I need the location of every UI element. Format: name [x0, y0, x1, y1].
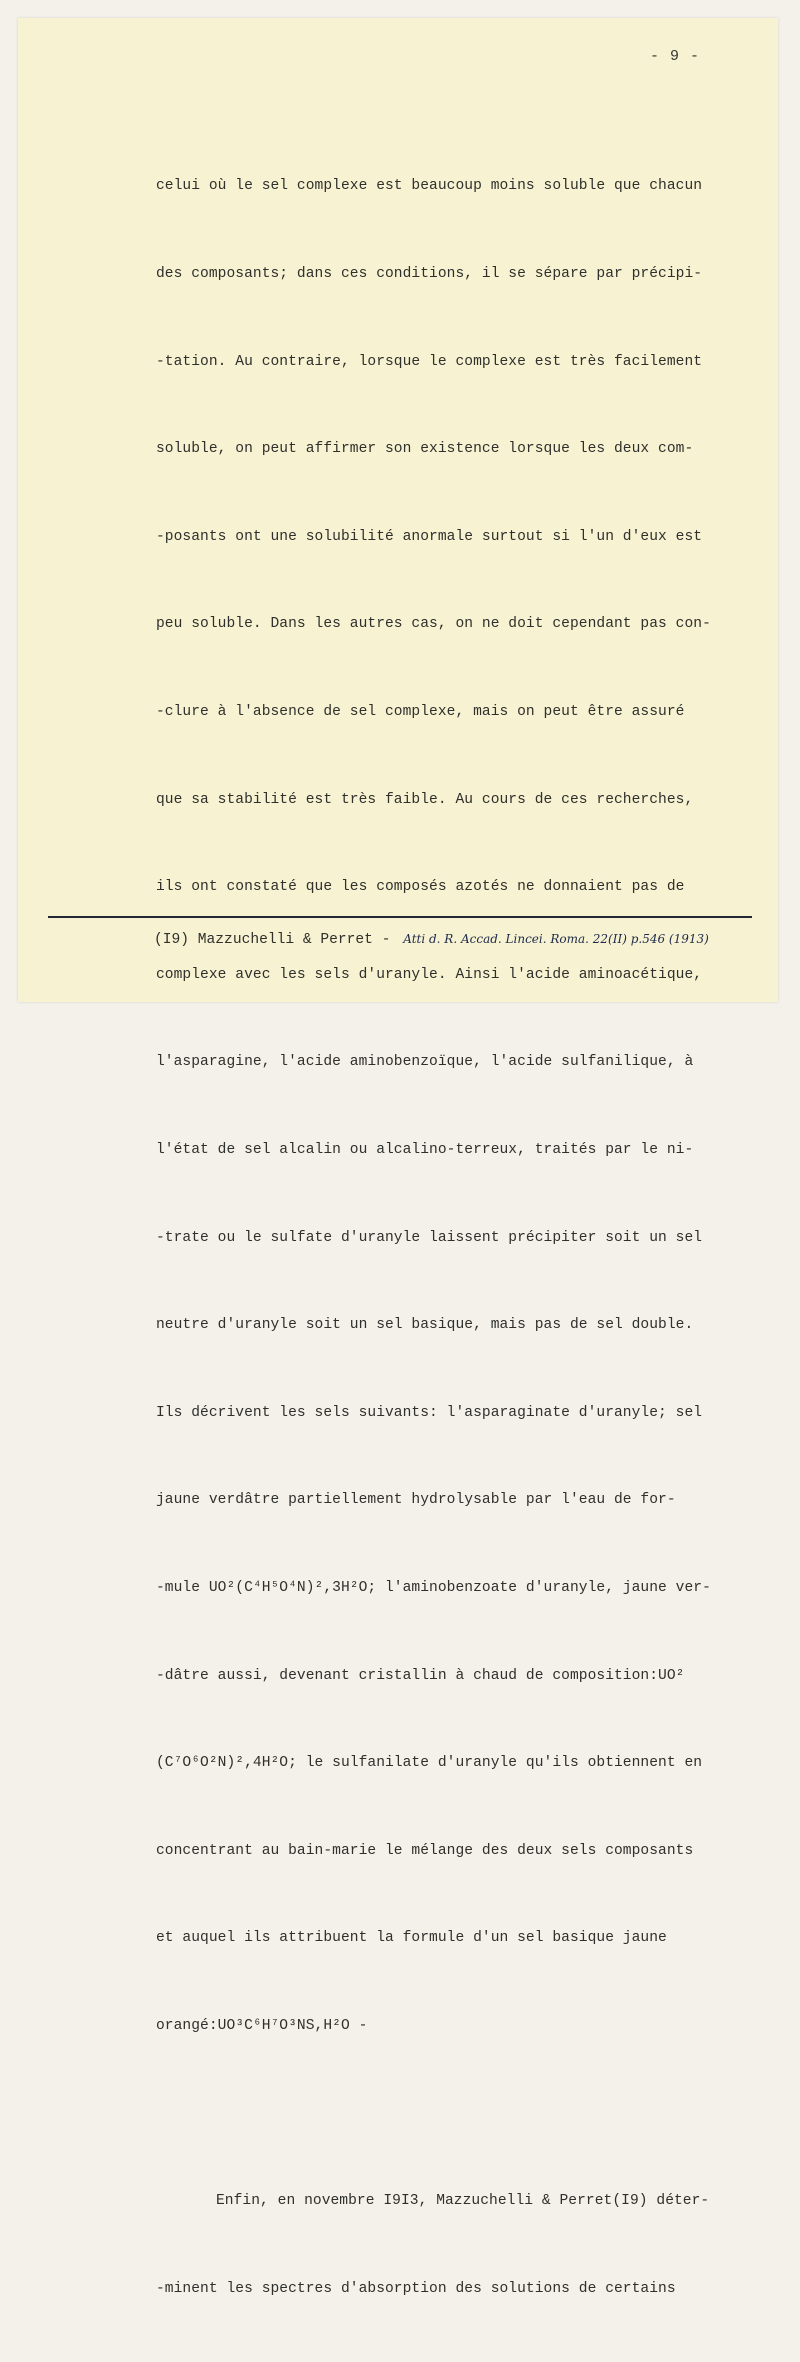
text-line: -tation. Au contraire, lorsque le complexe est très facilement [156, 353, 703, 370]
body-text [156, 114, 746, 2362]
text-line: -posants ont une solubilité anormale surtout si l'un d'eux est [156, 528, 703, 545]
text-line: peu soluble. Dans les autres cas, on ne doit cependant pas con- [156, 616, 711, 633]
text-line: et auquel ils attribuent la formule d'un sel basique jaune [156, 1930, 667, 1947]
text-line: orangé:UO³C⁶H⁷O³NS,H²O - [156, 2017, 368, 2034]
text-line: soluble, on peut affirmer son existence lorsque les deux com- [156, 441, 694, 458]
footnote-typed: (I9) Mazzuchelli & Perret - [154, 932, 391, 948]
text-line: (C⁷O⁶O²N)²,4H²O; le sulfanilate d'uranyle qu'ils obtiennent en [156, 1755, 703, 1772]
text-line: -trate ou le sulfate d'uranyle laissent précipiter soit un sel [156, 1229, 703, 1246]
text-line: des composants; dans ces conditions, il se sépare par précipi- [156, 266, 703, 282]
text-line: -clure à l'absence de sel complexe, mais on peut être assuré [156, 703, 685, 720]
text-line: -dâtre aussi, devenant cristallin à chaud de composition:UO² [156, 1667, 685, 1684]
text-line: celui où le sel complexe est beaucoup moins soluble que chacun [156, 178, 703, 195]
page-number: - 9 - [650, 48, 701, 65]
text-line: jaune verdâtre partiellement hydrolysable par l'eau de for- [156, 1492, 676, 1509]
text-line: concentrant au bain-marie le mélange des deux sels composants [156, 1842, 694, 1859]
text-line: l'asparagine, l'acide aminobenzoïque, l'acide sulfanilique, à [156, 1054, 694, 1071]
text-line: -minent les spectres d'absorption des solutions de certains [156, 2280, 676, 2297]
document-page [18, 18, 778, 2297]
text-line: ils ont constaté que les composés azotés ne donnaient pas de [156, 879, 685, 896]
text-line-indented: Enfin, en novembre I9I3, Mazzuchelli & Perret(I9) déter- [216, 2193, 710, 2210]
blank-line [156, 2099, 746, 2128]
footnote [154, 932, 709, 948]
text-line: que sa stabilité est très faible. Au cours de ces recherches, [156, 791, 694, 808]
text-line: Ils décrivent les sels suivants: l'asparaginate d'uranyle; sel [156, 1404, 703, 1421]
text-line: -mule UO²(C⁴H⁵O⁴N)²,3H²O; l'aminobenzoate d'uranyle, jaune ver- [156, 1579, 711, 1596]
text-line: neutre d'uranyle soit un sel basique, mais pas de sel double. [156, 1317, 694, 1334]
text-line: complexe avec les sels d'uranyle. Ainsi l'acide aminoacétique, [156, 966, 703, 983]
footnote-divider [48, 916, 752, 918]
text-line: l'état de sel alcalin ou alcalino-terreux, traités par le ni- [156, 1141, 694, 1158]
footnote-handwritten: Atti d. R. Accad. Lincei. Roma. 22(II) p.546 (1913) [403, 932, 709, 946]
